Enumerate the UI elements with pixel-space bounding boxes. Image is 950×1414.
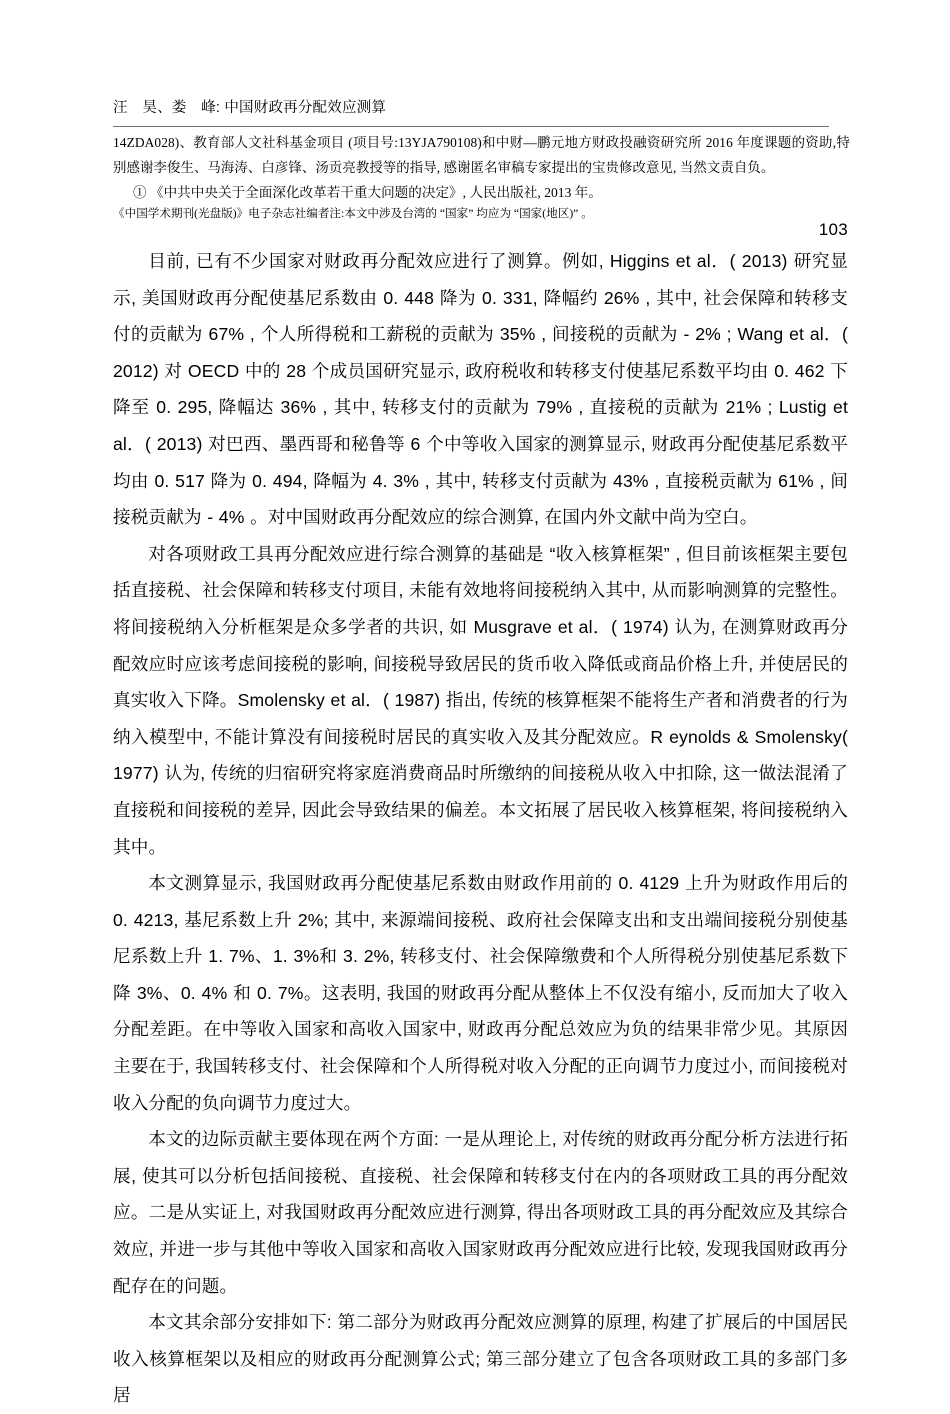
body-paragraph: 本文其余部分安排如下: 第二部分为财政再分配效应测算的原理, 构建了扩展后的中国居民收入核算框架以及相应的财政再分配测算公式; 第三部分建立了包含各项财政工具的多部门多居 — [113, 1312, 848, 1406]
header-divider-rule — [113, 126, 829, 127]
footnote-editor-note: 《中国学术期刊(光盘版)》电子杂志社编者注:本文中涉及台湾的 “国家” 均应为 “国家(地区)” 。 — [113, 207, 593, 220]
body-text-column — [113, 243, 848, 1414]
footnote-reference-1: ① 《中共中央关于全面深化改革若干重大问题的决定》, 人民出版社, 2013 年。 — [133, 185, 602, 200]
body-paragraph: 对各项财政工具再分配效应进行综合测算的基础是 “收入核算框架” , 但目前该框架主要包括直接税、社会保障和转移支付项目, 未能有效地将间接税纳入其中, 从而影响测算的完整性。将间接税纳入分析框架是众多学者的共识, 如 Musgrave et al．( 1974) 认为, 在测算财政再分配效应时应该考虑间接税的影响, 间接税导致居民的货币收入降低或商品价格上升, 并使居民的真实收入下降。Smolensky et al．( 1987) 指出, 传统的核算框架不能将生产者和消费者的行为纳入模型中, 不能计算没有间接税时居民的真实收入及其分配效应。R eynolds & Smolensky( 1977) 认为, 传统的归宿研究将家庭消费商品时所缴纳的间接税从收入中扣除, 这一做法混淆了直接税和间接税的差异, 因此会导致结果的偏差。本文拓展了居民收入核算框架, 将间接税纳入其中。 — [113, 543, 848, 857]
page-number: 103 — [818, 220, 848, 239]
footnote-block — [113, 131, 850, 223]
running-head: 汪 昊、娄 峰: 中国财政再分配效应测算 — [113, 100, 387, 116]
body-paragraph: 本文的边际贡献主要体现在两个方面: 一是从理论上, 对传统的财政再分配分析方法进行拓展, 使其可以分析包括间接税、直接税、社会保障和转移支付在内的各项财政工具的再分配效应。二是从实证上, 对我国财政再分配效应进行测算, 得出各项财政工具的再分配效应及其综合效应, 并进一步与其他中等收入国家和高收入国家财政再分配效应进行比较, 发现我国财政再分配存在的问题。 — [113, 1129, 848, 1296]
body-paragraph: 目前, 已有不少国家对财政再分配效应进行了测算。例如, Higgins et al．( 2013) 研究显示, 美国财政再分配使基尼系数由 0. 448 降为 0. 331, 降幅约 26% , 其中, 社会保障和转移支付的贡献为 67% , 个人所得税和工薪税的贡献为 35% , 间接税的贡献为 ‐ 2% ; Wang et al．( 2012) 对 OECD 中的 28 个成员国研究显示, 政府税收和转移支付使基尼系数平均由 0. 462 下降至 0. 295, 降幅达 36% , 其中, 转移支付的贡献为 79% , 直接税的贡献为 21% ; Lustig et al．( 2013) 对巴西、墨西哥和秘鲁等 6 个中等收入国家的测算显示, 财政再分配使基尼系数平均由 0. 517 降为 0. 494, 降幅为 4. 3% , 其中, 转移支付贡献为 43% , 直接税贡献为 61% , 间接税贡献为 ‐ 4% 。对中国财政再分配效应的综合测算, 在国内外文献中尚为空白。 — [113, 251, 848, 528]
body-paragraph: 本文测算显示, 我国财政再分配使基尼系数由财政作用前的 0. 4129 上升为财政作用后的 0. 4213, 基尼系数上升 2%; 其中, 来源端间接税、政府社会保障支出和支出端间接税分别使基尼系数上升 1. 7%、1. 3%和 3. 2%, 转移支付、社会保障缴费和个人所得税分别使基尼系数下降 3%、0. 4% 和 0. 7%。这表明, 我国的财政再分配从整体上不仅没有缩小, 反而加大了收入分配差距。在中等收入国家和高收入国家中, 财政再分配总效应为负的结果非常少见。其原因主要在于, 我国转移支付、社会保障和个人所得税对收入分配的正向调节力度过小, 而间接税对收入分配的负向调节力度过大。 — [113, 873, 848, 1113]
footnote-grant-acknowledgement: 14ZDA028)、教育部人文社科基金项目 (项目号:13YJA790108)和中财—鹏元地方财政投融资研究所 2016 年度课题的资助,特别感谢李俊生、马海涛、白彦锋、汤贡亮教授等的指导, 感谢匿名审稿专家提出的宝贵修改意见, 当然文责自负。 — [113, 135, 850, 175]
